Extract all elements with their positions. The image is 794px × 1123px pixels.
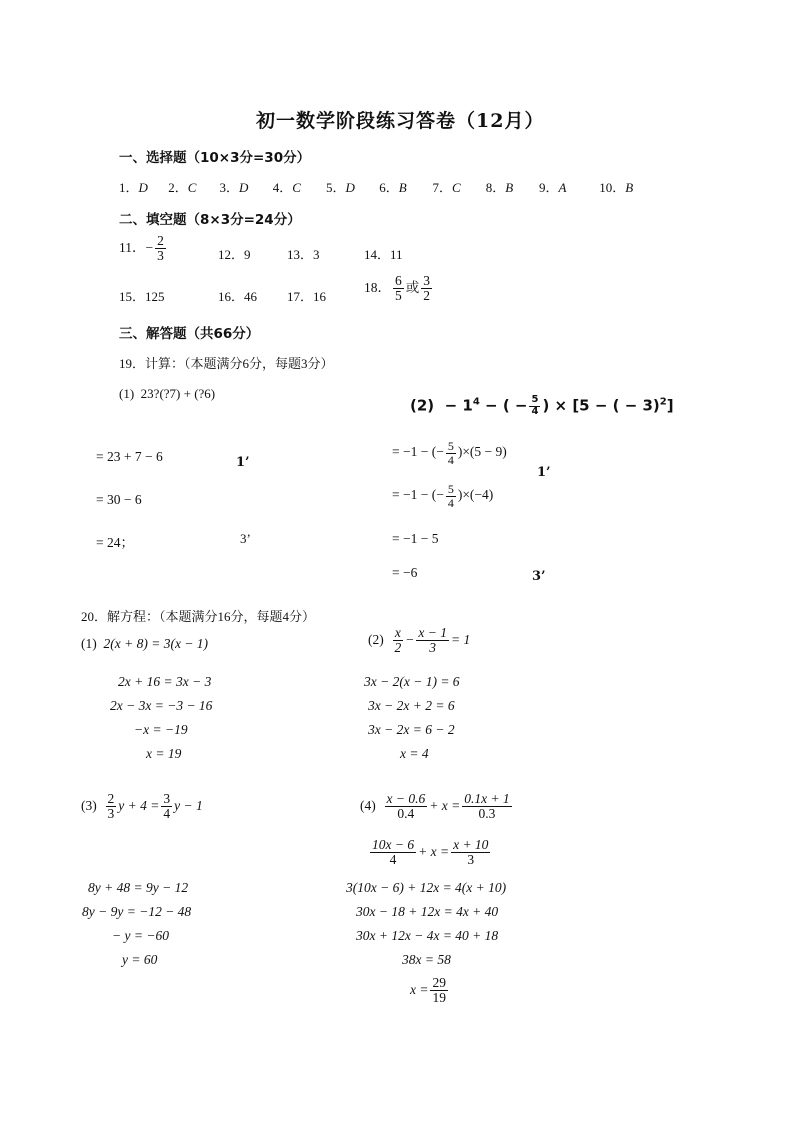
q19-1-score-mark-3: 3’ — [240, 531, 251, 546]
mc-answer-6: 6．B — [379, 180, 407, 195]
q20-1-equation: (1) 2(x + 8) = 3(x − 1) — [81, 636, 209, 651]
mc-answer-8: 8．B — [485, 180, 514, 195]
fill-answer-17: 17．16 — [287, 289, 327, 304]
q20-3-equation: (3) $\frac{2}{3}$ y + 4 = $\frac{3}{4}$ y − 1 — [81, 791, 203, 822]
mc-answers-row — [119, 177, 639, 196]
q20-2-step-2: 3x − 2x + 2 = 6 — [368, 698, 455, 713]
q20-4-step-4: 30x + 12x − 4x = 40 + 18 — [356, 928, 499, 943]
q20-4-step-2: 3(10x − 6) + 12x = 4(x + 10) — [346, 880, 507, 895]
q19-1-step-1: = 23 + 7 − 6 — [96, 449, 163, 464]
q19-2-expression: $(2) - 1^4$ − ( − $\frac{5}{4}$ ) × [5 − ( − 3)$^2$] — [410, 394, 674, 417]
mc-answer-4: 4．C — [272, 180, 301, 195]
q19-1-expression: (1) 23?(?7) + (?6) — [119, 386, 216, 401]
q19-1-score-mark-1: 1’ — [236, 455, 250, 470]
section-3-heading: 三、解答题（共66分） — [119, 326, 260, 342]
section-1-heading: 一、选择题（10×3分=30分） — [119, 150, 311, 166]
mc-answer-1: 1．D — [119, 180, 148, 195]
q20-intro: 20．解方程：（本题满分16分，每题4分） — [81, 609, 316, 624]
q19-1-step-2: = 30 − 6 — [96, 492, 142, 507]
q20-1-step-1: 2x + 16 = 3x − 3 — [118, 674, 212, 689]
q20-3-step-2: 8y − 9y = −12 − 48 — [82, 904, 192, 919]
q19-2-step-4: = −6 — [392, 565, 418, 580]
q20-4-equation: (4) $\frac{x - 0.6}{0.4}$ + x = $\frac{0.1x + 1}{0.3}$ — [360, 791, 510, 822]
q20-4-step-1: $\frac{10x - 6}{4}$ + x = $\frac{x + 10}{3}$ — [372, 837, 489, 868]
q20-2-step-3: 3x − 2x = 6 − 2 — [368, 722, 455, 737]
q19-2-step-2: = −1 − (− $\frac{5}{4}$ )×(−4) — [392, 482, 494, 510]
q19-1-step-3: = 24； — [96, 535, 134, 550]
q20-1-step-3: −x = −19 — [134, 722, 188, 737]
fill-answer-18: 18． $\frac{6}{5}$ 或 $\frac{3}{2}$ — [364, 273, 430, 304]
mc-answer-2: 2．C — [168, 180, 197, 195]
mc-answer-3: 3．D — [219, 180, 249, 195]
q20-1-step-2: 2x − 3x = −3 − 16 — [110, 698, 213, 713]
q20-2-step-4: x = 4 — [400, 746, 429, 761]
fill-answer-14: 14．11 — [364, 247, 403, 262]
page-title: 初一数学阶段练习答卷（12月） — [256, 110, 545, 132]
mc-answer-5: 5．D — [326, 180, 355, 195]
q20-1-step-4: x = 19 — [146, 746, 182, 761]
fill-answer-15: 15．125 — [119, 289, 165, 304]
q20-3-step-4: y = 60 — [122, 952, 158, 967]
q20-2-equation: (2) $\frac{x}{2}$ − $\frac{x - 1}{3}$ = 1 — [368, 625, 471, 656]
section-2-heading: 二、填空题（8×3分=24分） — [119, 212, 301, 228]
fill-answer-13: 13．3 — [287, 247, 320, 262]
q20-3-step-3: − y = −60 — [112, 928, 169, 943]
mc-answer-9: 9．A — [539, 180, 567, 195]
q20-2-step-1: 3x − 2(x − 1) = 6 — [364, 674, 460, 689]
q20-4-step-5: 38x = 58 — [402, 952, 451, 967]
q20-4-step-3: 30x − 18 + 12x = 4x + 40 — [356, 904, 499, 919]
q19-2-step-3: = −1 − 5 — [392, 531, 439, 546]
q20-3-step-1: 8y + 48 = 9y − 12 — [88, 880, 189, 895]
q19-intro: 19．计算：（本题满分6分，每题3分） — [119, 356, 334, 371]
q20-4-final: x = $\frac{29}{19}$ — [410, 975, 446, 1006]
mc-answer-7: 7．C — [432, 180, 461, 195]
fill-answer-11: 11．− $\frac{2}{3}$ — [119, 233, 164, 264]
mc-answer-10: 10．B — [599, 180, 634, 195]
fill-answer-12: 12．9 — [218, 247, 251, 262]
q19-2-score-mark-1: 1’ — [537, 465, 551, 480]
q19-2-score-mark-4: 3’ — [532, 569, 546, 584]
q19-2-step-1: = −1 − (− $\frac{5}{4}$ )×(5 − 9) — [392, 439, 507, 467]
fill-answer-16: 16．46 — [218, 289, 258, 304]
